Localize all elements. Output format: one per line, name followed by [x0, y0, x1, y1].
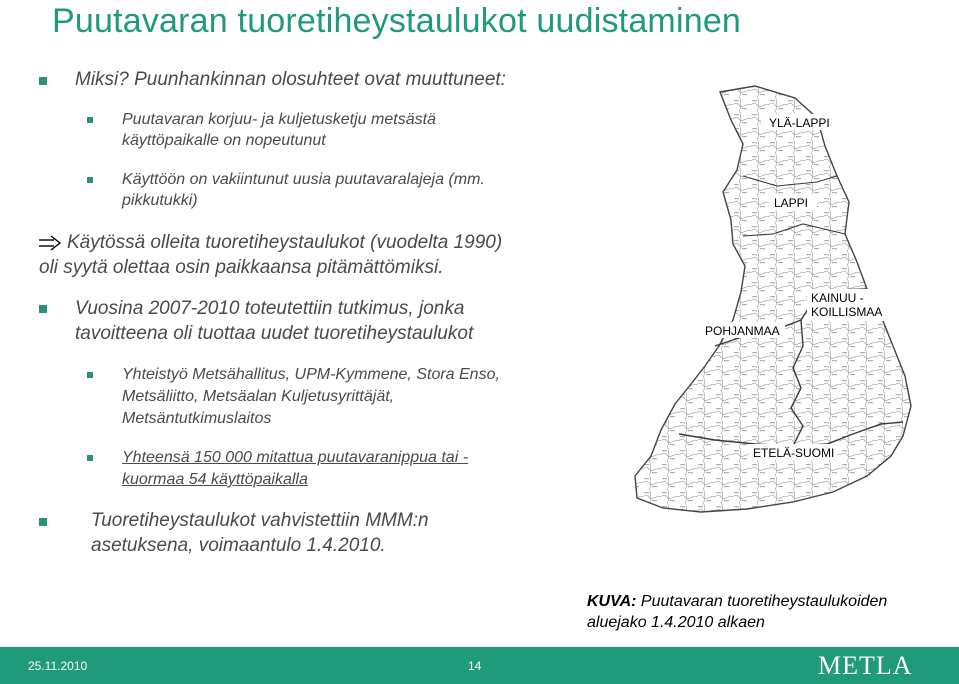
caption-line1: Puutavaran tuoretiheystaulukoiden: [636, 593, 888, 610]
arrow-statement-line1: Käytössä olleita tuoretiheystaulukot (vuodelta 1990): [67, 232, 503, 253]
sub-bullet-square-icon: [87, 177, 93, 183]
map-label-yla-lappi: YLÄ-LAPPI: [769, 116, 830, 130]
map-label-koillismaa: KOILLISMAA: [811, 305, 883, 319]
bullet-square-icon: [39, 305, 47, 313]
sub-bullet-measured-line2: kuormaa 54 käyttöpaikalla: [122, 471, 308, 488]
sub-bullet-partners-line2: Metsäliitto, Metsäalan Kuljetusyrittäjät,: [122, 388, 395, 405]
map-label-lappi: LAPPI: [774, 196, 809, 210]
map-label-etela-suomi: ETELÄ-SUOMI: [753, 446, 835, 460]
footer-page-number: 14: [468, 659, 482, 673]
sub-bullet-assortments-line1: Käyttöön on vakiintunut uusia puutavaralajeja (mm.: [122, 171, 485, 188]
footer-date: 25.11.2010: [28, 659, 88, 673]
bullet-research-line2: tavoitteena oli tuottaa uudet tuoretiheystaulukot: [75, 323, 474, 344]
metla-logo: METLA: [818, 651, 913, 680]
bullet-why: Miksi? Puunhankinnan olosuhteet ovat muuttuneet:: [75, 69, 506, 90]
bullet-square-icon: [39, 77, 47, 85]
sub-bullet-assortments-line2: pikkutukki): [122, 192, 198, 209]
sub-bullet-square-icon: [87, 372, 93, 378]
slide-title: Puutavaran tuoretiheystaulukot uudistaminen: [52, 2, 742, 40]
map-label-kainuu: KAINUU -: [811, 291, 864, 305]
map-caption: [587, 591, 887, 633]
bullet-square-icon: [39, 518, 47, 526]
sub-bullet-square-icon: [87, 117, 93, 123]
map-label-pohjanmaa: POHJANMAA: [705, 324, 780, 338]
sub-bullet-harvest-line1: Puutavaran korjuu- ja kuljetusketju metsästä: [122, 111, 436, 128]
arrow-statement-line2: oli syytä olettaa osin paikkaansa pitämättömiksi.: [39, 257, 444, 278]
sub-bullet-harvest-line2: käyttöpaikalle on nopeutunut: [122, 132, 326, 149]
caption-label: KUVA:: [587, 593, 637, 610]
sub-bullet-partners-line1: Yhteistyö Metsähallitus, UPM-Kymmene, Stora Enso,: [122, 366, 500, 383]
footer-bar: [0, 647, 959, 684]
caption-line2: aluejako 1.4.2010 alkaen: [587, 614, 765, 631]
sub-bullet-square-icon: [87, 455, 93, 461]
bullet-decree-line2: asetuksena, voimaantulo 1.4.2010.: [91, 535, 386, 556]
finland-region-map: [605, 84, 955, 539]
sub-bullet-measured-line1: Yhteensä 150 000 mitattua puutavaranippua tai -: [122, 449, 469, 466]
bullet-decree-line1: Tuoretiheystaulukot vahvistettiin MMM:n: [91, 510, 429, 531]
bullet-research-line1: Vuosina 2007-2010 toteutettiin tutkimus, jonka: [75, 298, 465, 319]
implies-arrow-icon: [38, 234, 62, 252]
sub-bullet-partners-line3: Metsäntutkimuslaitos: [122, 410, 272, 427]
